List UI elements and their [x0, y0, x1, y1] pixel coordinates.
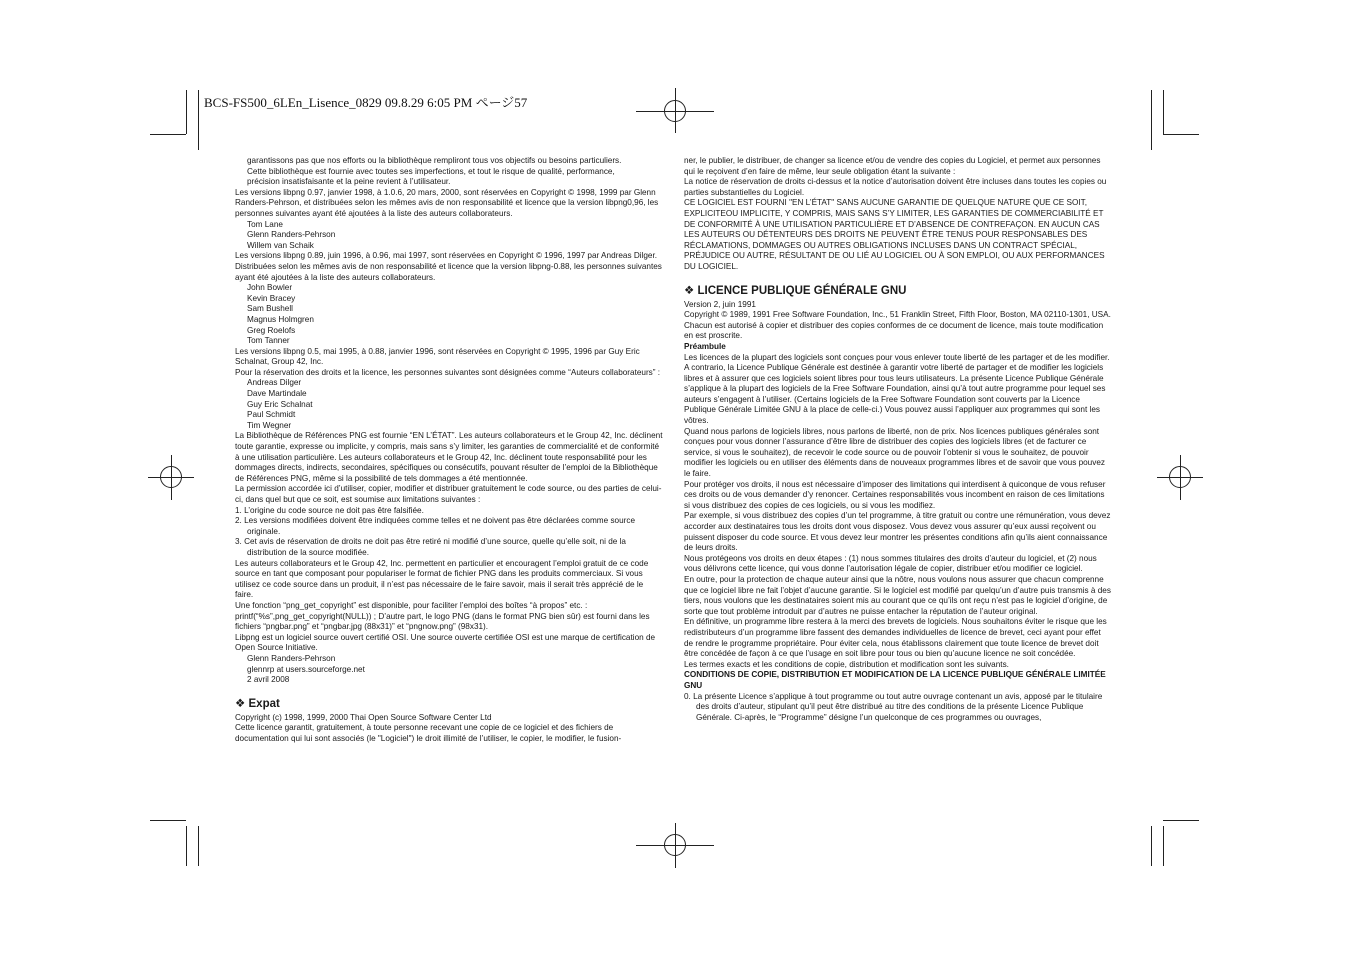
paragraph: Une fonction “png_get_copyright” est disponible, pour faciliter l’emploi des boîtes “à propos” etc. : printf(“%s”,png_get_copyright(NULL)) ; D’autre part, le logo PNG (dans le format PNG bien sûr) est fourni dans les fichiers “pngbar.png” et “pngbar.jpg (88x31)” et “pngnow.png” (98x31). — [235, 600, 650, 632]
author-name: Dave Martindale — [247, 389, 307, 399]
crop-mark — [198, 90, 199, 150]
crop-mark — [186, 90, 187, 134]
list-item: 2. Les versions modifiées doivent être indiquées comme telles et ne doivent pas être déclarées comme source originale. — [235, 516, 636, 536]
paragraph: La notice de réservation de droits ci-dessus et la notice d’autorisation doivent être incluses dans toutes les copies ou parties substantielles du Logiciel. — [684, 177, 1107, 197]
crop-mark — [186, 826, 187, 866]
paragraph: La permission accordée ici d’utiliser, copier, modifier et distribuer gratuitement le code source, ou des parties de celui-ci, dans quel but que ce soit, est soumise aux limitations suivantes : — [235, 484, 662, 504]
paragraph: Libpng est un logiciel source ouvert certifié OSI. Une source ouverte certifiée OSI est une marque de certification de Open Source Initiative. — [235, 632, 656, 653]
paragraph: En outre, pour la protection de chaque auteur ainsi que la nôtre, nous voulons nous assurer que chacun comprenne que ce logiciel libre ne fait l’objet d’aucune garantie. Si le logiciel est modifié par quelqu’un d’autre puis transmis à des tiers, nous voulons que les destinataires soient mis au courant que ce qu’ils ont reçu n’est pas le logiciel d’origine, de sorte que tout problème introduit par d’autres ne puisse entacher la réputation de l’auteur original. — [684, 574, 1111, 616]
registration-mark — [664, 100, 686, 122]
crop-mark — [150, 134, 186, 135]
paragraph: Chacun est autorisé à copier et distribuer des copies conformes de ce document de licence, mais toute modification en est proscrite. — [684, 320, 1104, 341]
author-name: Tim Wegner — [247, 420, 292, 430]
crop-mark — [198, 826, 199, 866]
paragraph: La Bibliothèque de Références PNG est fournie “EN L’ÉTAT”. Les auteurs collaborateurs et le Group 42, Inc. déclinent toute garantie, expresse ou implicite, y compris, mais sans s’y limiter, les garanties de commercialité et de conformité à une utilisation particulière. Les auteurs collaborateurs et le Group 42, Inc. déclinent toute responsabilité pour les dommages directs, indirects, secondaires, spécifiques ou consécutifs, pouvant résulter de l’emploi de la Bibliothèque de Références PNG, même si la possibilité de tels dommages a été mentionnée. — [235, 431, 663, 483]
paragraph: Les versions libpng 0.89, juin 1996, à 0.96, mai 1997, sont réservées en Copyright © 1996, 1997 par Andreas Dilger. Distribuées selon les mêmes avis de non responsabilité et licence que la version libpng-0.88, les personnes suivantes ayant été ajoutées à la liste des auteurs collaborateurs. — [235, 251, 662, 282]
right-column — [684, 156, 1112, 723]
crop-mark — [1163, 826, 1164, 866]
paragraph: Pour protéger vos droits, il nous est nécessaire d’imposer des limitations qui interdisent à quiconque de vous refuser ces droits ou de vous demander d’y renoncer. Certaines responsabilités vous incombent en raison de ces limitations si vous distribuez des copies de ces logiciels, ou si vous les modifiez. — [684, 479, 1106, 510]
author-name: Glenn Randers-Pehrson — [247, 230, 336, 240]
author-name: Tom Lane — [247, 219, 283, 229]
paragraph: Nous protégeons vos droits en deux étapes : (1) nous sommes titulaires des droits d’auteur du logiciel, et (2) nous vous délivrons cette licence, qui vous donne l’autorisation légale de copier, distribuer et/ou modifier ce logiciel. — [684, 553, 1097, 574]
paragraph: Par exemple, si vous distribuez des copies d’un tel programme, à titre gratuit ou contre une rémunération, vous devez accorder aux destinataires tous les droits dont vous disposez. Vous devez vous assurer qu’eux aussi reçoivent ou puissent disposer du code source. Et vous devez leur montrer les présentes conditions afin qu’ils aient connaissance de leurs droits. — [684, 511, 1111, 553]
paragraph: Les termes exacts et les conditions de copie, distribution et modification sont les suivants. — [684, 659, 1009, 669]
paragraph: Cette licence garantit, gratuitement, à toute personne recevant une copie de ce logiciel et des fichiers de documentation qui lui sont associés (le "Logiciel") le droit illimité de l’utiliser, le copier, le modifier, le fusion- — [235, 723, 622, 743]
signature-line: glennrp at users.sourceforge.net — [247, 664, 365, 674]
section-title-gnu: ❖ LICENCE PUBLIQUE GÉNÉRALE GNU — [684, 284, 907, 297]
author-name: Kevin Bracey — [247, 293, 296, 303]
crop-mark — [1151, 90, 1152, 150]
paragraph: CE LOGICIEL EST FOURNI "EN L’ÉTAT" SANS AUCUNE GARANTIE DE QUELQUE NATURE QUE CE SOIT, EXPLICITEOU IMPLICITE, Y COMPRIS, MAIS SANS S’Y LIMITER, LES GARANTIES DE COMMERCIABILITÉ ET DE CONFORMITÉ À UNE UTILISATION PARTICULIÈRE ET D’ABSENCE DE CONTREFAÇON. EN AUCUN CAS LES AUTEURS OU DÉTENTEURS DES DROITS NE PEUVENT ÊTRE TENUS POUR RESPONSABLES DES RÉCLAMATIONS, DOMMAGES OU AUTRES OBLIGATIONS INCLUSES DANS UN CONTRACT SPÉCIAL, PRÉJUDICE OU AUTRE, RÉSULTANT DE OU LIÉ AU LOGICIEL OU À SON EMPLOI, OU AUX PERFORMANCES DU LOGICIEL. — [684, 198, 1105, 271]
author-name: John Bowler — [247, 283, 293, 293]
paragraph: Pour la réservation des droits et la licence, les personnes suivantes sont désignées comme “Auteurs collaborateurs” : — [235, 367, 661, 377]
paragraph: Les licences de la plupart des logiciels sont conçues pour vous enlever toute liberté de les partager et de les modifier. A contrario, la Licence Publique Générale est destinée à garantir votre liberté de partager et de modifier les logiciels libres et à assurer que ces logiciels soient libres pour tous leurs utilisateurs. La présente Licence Publique Générale s’applique à la plupart des logiciels de la Free Software Foundation, ainsi qu’à tout autre programme pour lequel ses auteurs s’engagent à l’utiliser. (Certains logiciels de la Free Software Foundation sont couverts par la Licence Publique Générale Limitée GNU à la place de celle-ci.) Vous pouvez aussi l’appliquer aux programmes qui sont les vôtres. — [684, 352, 1110, 426]
subheading-preambule: Préambule — [684, 341, 726, 351]
paragraph: Quand nous parlons de logiciels libres, nous parlons de liberté, non de prix. Nos licences publiques générales sont conçues pour vous donner l’assurance d’être libre de distribuer des copies des logiciels libres (et de facturer ce service, si vous le souhaitez), de recevoir le code source ou de pouvoir l’obtenir si vous le souhaitez, de pouvoir modifier les logiciels ou en utiliser des éléments dans de nouveaux programmes libres et de savoir que vous pouvez le faire. — [684, 426, 1105, 479]
paragraph: ner, le publier, le distribuer, de changer sa licence et/ou de vendre des copies du Logiciel, et permet aux personnes qui le reçoivent d’en faire de même, leur seule obligation étant la suivante : — [684, 156, 1101, 176]
author-name: Greg Roelofs — [247, 325, 296, 335]
paragraph: garantissons pas que nos efforts ou la bibliothèque rempliront tous vos objectifs ou besoins particuliers. — [247, 156, 622, 165]
paragraph: précision insatisfaisante et la peine revient à l’utilisateur. — [247, 177, 451, 187]
author-name: Paul Schmidt — [247, 410, 296, 420]
paragraph: Les versions libpng 0.97, janvier 1998, à 1.0.6, 20 mars, 2000, sont réservées en Copyright © 1998, 1999 par Glenn Randers-Pehrson, et distribuées selon les mêmes avis de non responsabilité et licence que la version libpng0,96, les personnes suivantes ayant été ajoutées à la liste des auteurs collaborateurs. — [235, 187, 659, 218]
list-item: 1. L’origine du code source ne doit pas être falsifiée. — [235, 505, 424, 515]
left-column — [235, 156, 663, 744]
author-name: Tom Tanner — [247, 336, 290, 346]
subheading-conditions: CONDITIONS DE COPIE, DISTRIBUTION ET MODIFICATION DE LA LICENCE PUBLIQUE GÉNÉRALE LIMITÉE GNU — [684, 670, 1106, 690]
author-name: Andreas Dilger — [247, 378, 302, 388]
signature-line: 2 avril 2008 — [247, 675, 290, 685]
author-name: Guy Eric Schalnat — [247, 399, 313, 409]
signature-line: Glenn Randers-Pehrson — [247, 653, 336, 663]
paragraph: Copyright (c) 1998, 1999, 2000 Thai Open Source Software Center Ltd — [235, 712, 492, 722]
registration-mark — [160, 466, 182, 488]
paragraph: Cette bibliothèque est fournie avec toutes ses imperfections, et tout le risque de qualité, performance, — [247, 166, 615, 176]
paragraph: Version 2, juin 1991 — [684, 299, 756, 309]
list-item: 0. La présente Licence s’applique à tout programme ou tout autre ouvrage contenant un avis, apposé par le titulaire des droits d’auteur, stipulant qu’il peut être distribué au titre des conditions de la présente Licence Publique Générale. Ci-après, le “Programme” désigne l’un quelconque de ces programmes ou ouvrages, — [684, 691, 1103, 722]
registration-mark — [664, 834, 686, 856]
crop-mark — [1151, 826, 1152, 866]
paragraph: En définitive, un programme libre restera à la merci des brevets de logiciels. Nous souhaitons éviter le risque que les redistributeurs d’un programme libre fassent des demandes individuelles de licence de brevet, ceci ayant pour effet de rendre le programme propriétaire. Pour éviter cela, nous établissons clairement que toute licence de brevet doit être concédée de façon à ce que l’usage en soit libre pour tous ou bien qu’aucune licence ne soit concédée. — [684, 617, 1107, 659]
author-name: Sam Bushell — [247, 304, 293, 314]
paragraph: Les versions libpng 0.5, mai 1995, à 0.88, janvier 1996, sont réservées en Copyright © 1995, 1996 par Guy Eric Schalnat, Group 42, Inc. — [235, 346, 640, 367]
registration-mark — [1169, 466, 1191, 488]
crop-mark — [150, 820, 186, 821]
list-item: 3. Cet avis de réservation de droits ne doit pas être retiré ni modifié d’une source, quelle qu’elle soit, ni de la distribution de la source modifiée. — [235, 537, 626, 557]
author-name: Magnus Holmgren — [247, 314, 314, 324]
crop-mark — [1163, 820, 1199, 821]
page-header: BCS-FS500_6LEn_Lisence_0829 09.8.29 6:05 PM ページ57 — [204, 95, 528, 110]
crop-mark — [1163, 90, 1164, 134]
paragraph: Copyright © 1989, 1991 Free Software Foundation, Inc., 51 Franklin Street, Fifth Floor, Boston, MA 02110-1301, USA. — [684, 310, 1111, 320]
crop-mark — [1163, 134, 1199, 135]
paragraph: Les auteurs collaborateurs et le Group 42, Inc. permettent en particulier et encouragent l’emploi gratuit de ce code source en tant que composant pour populariser le format de fichier PNG dans les produits commerciaux. Si vous utilisez ce code source dans un produit, il n’est pas nécessaire de le faire savoir, mais il serait très apprécié de le faire. — [235, 558, 649, 600]
author-name: Willem van Schaik — [247, 240, 314, 250]
section-title-expat: ❖ Expat — [235, 697, 280, 710]
